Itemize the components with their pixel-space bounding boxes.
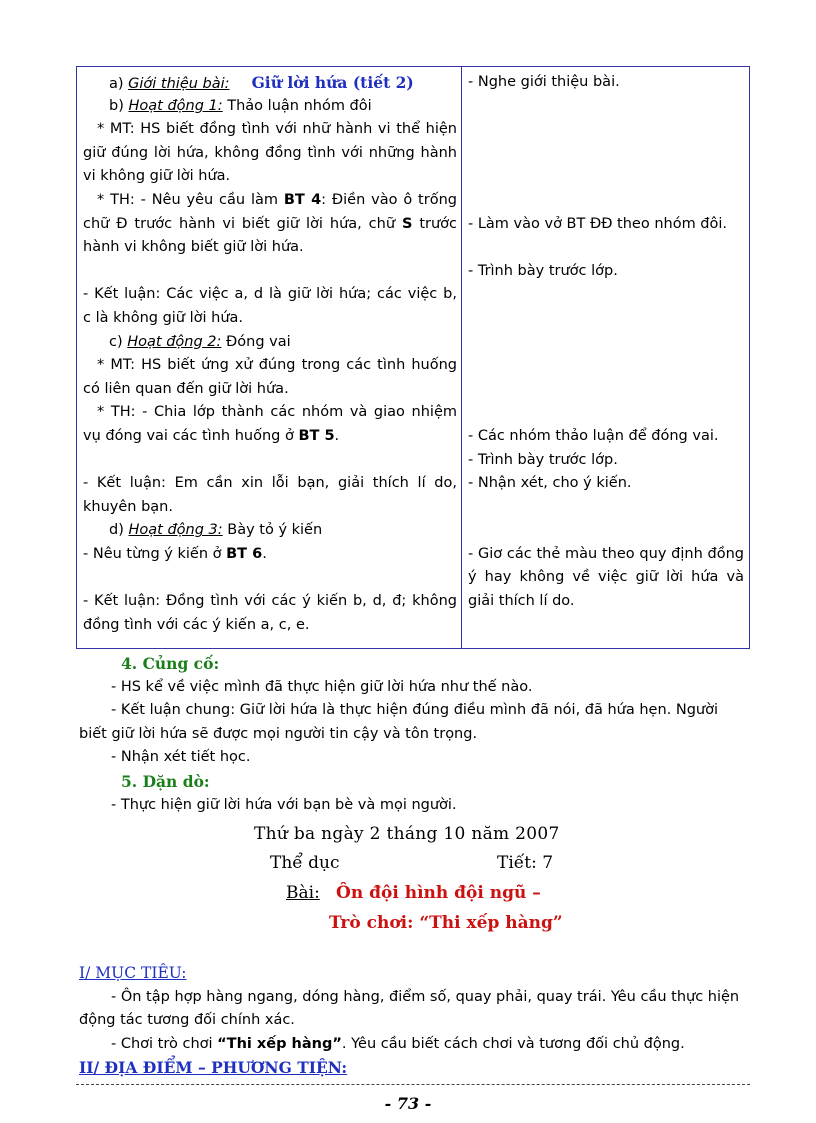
activity-3-task: - Nêu từng ý kiến ở BT 6.	[83, 545, 267, 562]
activity-2-conclusion: - Kết luận: Em cần xin lỗi bạn, giải thích lí do,	[83, 475, 457, 492]
intro-label: Giới thiệu bài:	[128, 76, 230, 92]
page-number: - 73 -	[384, 1094, 432, 1113]
activity-1-heading: b) Hoạt động 1: Thảo luận nhóm đôi	[109, 97, 372, 114]
homework-heading: 5. Dặn dò:	[121, 771, 210, 791]
teacher-activities-cell: a) Giới thiệu bài: Giữ lời hứa (tiết 2) b) Hoạt động 1: Thảo luận nhóm đôi * MT: HS biết đồng tình với nhữ hành vi thể hiện giữ đúng lời hứa, không đồng tình với những hành vi không giữ lời hứa. * TH: - Nêu yêu cầu làm BT 4: Điền vào ô trống chữ Đ trước hành vi biết giữ lời hứa, chữ S trước hành vi không biết giữ lời hứa. - Kết luận: Các việc a, d là giữ lời hứa; các việc b, c là không giữ lời hứa. c) Hoạt động 2: Đóng vai * MT: HS biết ứng xử đúng trong các tình huống có liên quan đến giữ lời hứa. * TH: - Chia lớp thành các nhóm và giao nhiệm vụ đóng vai các tình huống ở BT 5. - Kết luận: Em cần xin lỗi bạn, giải thích lí do, khuyên bạn. d) Hoạt động 3: Bày tỏ ý kiến - Nêu từng ý kiến ở BT 6. - Kết luận: Đồng tình với các ý kiến b, d, đ; không đồng tình với các ý kiến a, c, e.	[83, 73, 458, 633]
activity-1-procedure: * TH: - Nêu yêu cầu làm BT 4: Điền vào ô trống	[97, 191, 457, 208]
lesson-date: Thứ ba ngày 2 tháng 10 năm 2007	[254, 824, 560, 844]
student-step-5: - Trình bày trước lớp.	[468, 451, 618, 468]
lesson-heading: Bài: Ôn đội hình đội ngũ –	[286, 883, 541, 903]
student-step-2: - Làm vào vở BT ĐĐ theo nhóm đôi.	[468, 215, 728, 232]
student-step-7: - Giơ các thẻ màu theo quy định đồng	[468, 545, 744, 562]
lesson-title: Giữ lời hứa (tiết 2)	[251, 73, 414, 92]
lesson-activity-table	[76, 66, 750, 649]
student-step-1: - Nghe giới thiệu bài.	[468, 74, 620, 90]
location-heading: II/ ĐỊA ĐIỂM – PHƯƠNG TIỆN:	[79, 1058, 348, 1078]
activity-2-objective: * MT: HS biết ứng xử đúng trong các tình huống	[97, 357, 457, 374]
objectives-heading: I/ MỤC TIÊU:	[79, 964, 187, 982]
consolidation-heading: 4. Củng cố:	[121, 654, 220, 673]
student-step-3: - Trình bày trước lớp.	[468, 262, 618, 279]
lesson-topic: Ôn đội hình đội ngũ –	[336, 883, 541, 903]
consolidation-section: 4. Củng cố: - HS kể về việc mình đã thực hiện giữ lời hứa như thế nào. - Kết luận chung: Giữ lời hứa là thực hiện đúng điều mình đã nói, đã hứa hẹn. Người biết giữ lời hứa sẽ được mọi người tin cậy và tôn trọng. - Nhận xét tiết học. 5. Dặn dò: - Thực hiện giữ lời hứa với bạn bè và mọi người.	[79, 654, 719, 813]
student-step-6: - Nhận xét, cho ý kiến.	[468, 475, 632, 492]
period-number: Tiết: 7	[497, 853, 554, 873]
activity-3-conclusion: - Kết luận: Đồng tình với các ý kiến b, d, đ; không	[83, 593, 457, 610]
activity-2-procedure: * TH: - Chia lớp thành các nhóm và giao nhiệm	[97, 404, 457, 421]
column-divider	[461, 67, 462, 648]
student-activities-cell: - Nghe giới thiệu bài. - Làm vào vở BT ĐĐ theo nhóm đôi. - Trình bày trước lớp. - Các nhóm thảo luận để đóng vai. - Trình bày trước lớp. - Nhận xét, cho ý kiến. - Giơ các thẻ màu theo quy định đồng ý hay không về việc giữ lời hứa và giải thích lí do.	[468, 71, 744, 614]
objectives-section: I/ MỤC TIÊU: - Ôn tập hợp hàng ngang, dóng hàng, điểm số, quay phải, quay trái. Yêu cầu thực hiện động tác tương đối chính xác. - Chơi trò chơi “Thi xếp hàng”. Yêu cầu biết cách chơi và tương đối chủ động. II/ ĐỊA ĐIỂM – PHƯƠNG TIỆN:	[79, 964, 740, 1078]
activity-2-heading: c) Hoạt động 2: Đóng vai	[109, 333, 291, 350]
activity-1-objective: * MT: HS biết đồng tình với nhữ hành vi thể hiện	[97, 121, 457, 138]
activity-3-heading: d) Hoạt động 3: Bày tỏ ý kiến	[109, 522, 323, 539]
intro-line: a) Giới thiệu bài: Giữ lời hứa (tiết 2)	[109, 73, 414, 92]
footer-divider	[76, 1084, 750, 1085]
activity-1-conclusion: - Kết luận: Các việc a, d là giữ lời hứa; các việc b,	[83, 286, 457, 303]
subject-name: Thể dục	[270, 853, 340, 873]
game-topic: Trò chơi: “Thi xếp hàng”	[329, 913, 563, 933]
student-step-4: - Các nhóm thảo luận để đóng vai.	[468, 427, 719, 444]
